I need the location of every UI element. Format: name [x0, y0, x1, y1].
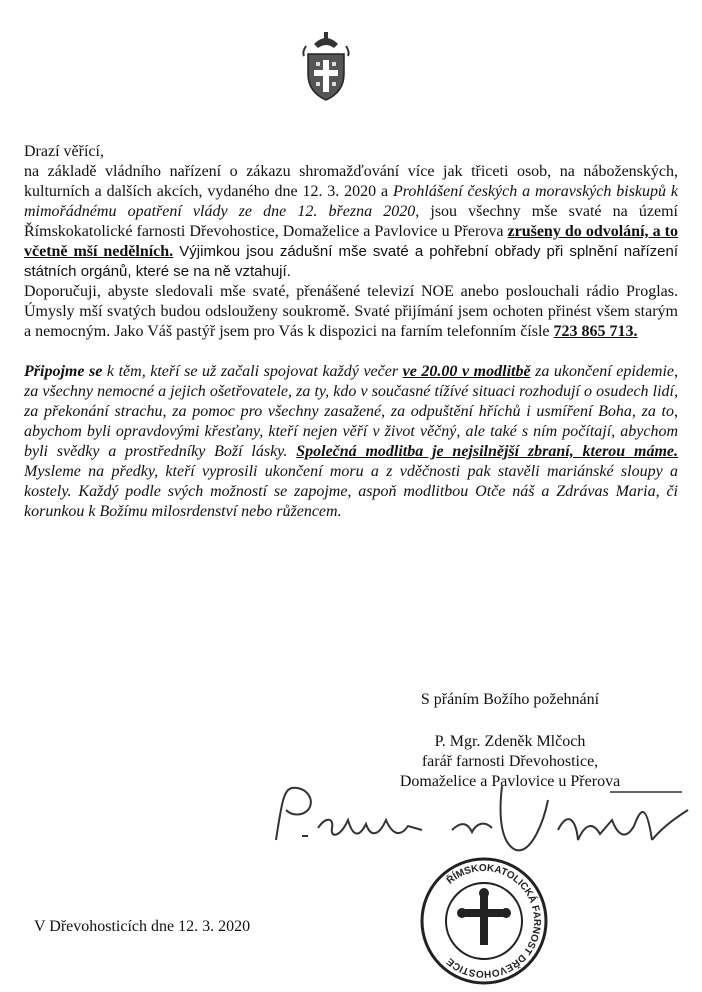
- letter-body: [24, 142, 678, 522]
- parish-phone: 723 865 713.: [553, 323, 638, 340]
- p3-text-b: k těm, kteří se už začali spojovat každý večer: [102, 363, 403, 380]
- prayer-time: ve 20.00 v modlitbě: [402, 363, 531, 380]
- coat-of-arms-icon: [300, 30, 352, 102]
- p3-text-f: Mysleme na předky, kteří vyprosili ukončení moru a z vděčnosti pak stavěli mariánské sloupy a kostely. Každý podle svých možností se zapojme, aspoň modlitbou Otče náš a Zdrávas Maria, či korunkou k Božímu milosrdenství nebo růžencem.: [24, 463, 678, 520]
- signer-name: P. Mgr. Zdeněk Mlčoch: [434, 733, 586, 750]
- greeting: S přáním Božího požehnání: [420, 691, 600, 708]
- parish-stamp: [418, 855, 550, 980]
- signer-parishes: Domaželice a Pavlovice u Přerova: [399, 773, 621, 790]
- signer-role: farář farnosti Dřevohostice,: [421, 753, 599, 770]
- handwritten-signature: [262, 780, 692, 860]
- p1-text-e: Výjimkou jsou zádušní mše svaté a pohřební obřady při splnění nařízení státních orgánů, které se na ně vztahují.: [24, 243, 678, 280]
- bishops-declaration: Prohlášení českých a moravských biskupů k mimořádnému opatření vlády ze dne 12. března 2020,: [24, 183, 678, 220]
- p3-text-d: za ukončení epidemie, za všechny nemocné a jejich ošetřovatele, za ty, kdo v současné tížívé situaci rozhodují o osudech lidí, za překonání strachu, za pomoc pro všechny zasažené, za odpuštění hříchů i usmíření Boha, za to, abychom byli opravdovými křesťany, kteří nejen věří v život věčný, ale také s ním počítají, abychom byli svědky a prostředníky Boží lásky.: [24, 363, 679, 460]
- svg-text:ŘÍMSKOKATOLICKÁ FARNOST DŘEVOH: ŘÍMSKOKATOLICKÁ FARNOST DŘEVOHOSTICE: [444, 862, 543, 980]
- p1-text-c: jsou všechny mše svaté na území Římskokatolické farnosti Dřevohostice, Domaželice a Pavlovice u Přerova: [24, 203, 678, 240]
- salutation: Drazí věřící,: [24, 143, 104, 160]
- paragraph-prayer: [24, 362, 678, 522]
- paragraph-cancellation: [24, 162, 678, 282]
- place-and-date: V Dřevohosticích dne 12. 3. 2020: [34, 918, 251, 935]
- cancellation-emphasis: zrušeny do odvolání, a to včetně mší nedělních.: [24, 223, 678, 260]
- signoff: [345, 690, 675, 792]
- p3-text-a: Připojme se: [24, 363, 103, 380]
- prayer-emphasis: Společná modlitba je nejsilnější zbraní, kterou máme.: [296, 443, 679, 460]
- paragraph-recommendation: [24, 282, 678, 342]
- p2-text-a: Doporučuji, abyste sledovali mše svaté, přenášené televizí NOE anebo poslouchali rádio Proglas. Úmysly mší svatých budou odslouženy soukromě. Svaté přijímání jsem ochoten přinést všem starým a nemocným. Jako Váš pastýř jsem pro Vás k dispozici na farním telefonním čísle: [24, 283, 678, 340]
- stamp-seal-icon: [418, 855, 550, 987]
- p1-text-a: na základě vládního nařízení o zákazu shromažďování více jak třiceti osob, na náboženských, kulturních a dalších akcích, vydaného dne 12. 3. 2020 a: [24, 163, 678, 200]
